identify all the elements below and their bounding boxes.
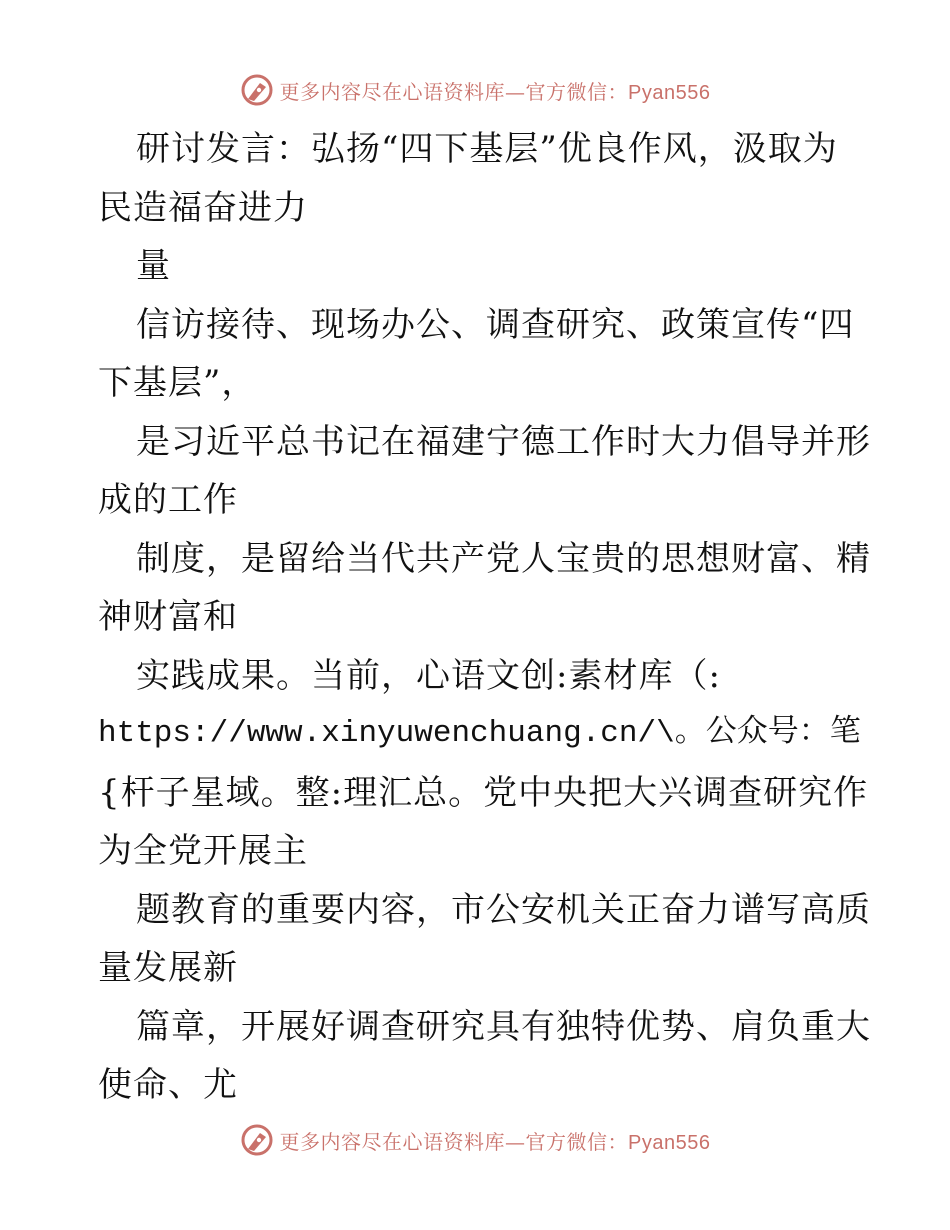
text-line: 实践成果。当前，心语文创:素材库（: [136, 655, 721, 696]
pen-nib-logo-icon [240, 1123, 274, 1157]
text-line: 下基层”， [98, 363, 257, 403]
text-line: 量 [136, 246, 171, 286]
watermark-footer [0, 1120, 950, 1160]
watermark-wechat-id: Pyan556 [628, 1131, 711, 1154]
text-line: 题教育的重要内容，市公安机关正奋力谱写高质 [136, 889, 871, 930]
text-line: {杆子星域。整:理汇总。党中央把大兴调查研究作 [98, 772, 869, 813]
text-line: 民造福奋进力 [98, 187, 308, 228]
text-line: 为全党开展主 [98, 831, 308, 871]
document-body [98, 120, 871, 1115]
watermark-text [280, 76, 711, 105]
text-line: 信访接待、现场办公、调查研究、政策宣传“四 [136, 304, 855, 345]
text-line: 成的工作 [98, 480, 238, 520]
text-line: 是习近平总书记在福建宁德工作时大力倡导并形 [136, 421, 871, 462]
text-line-url: https://www.xinyuwenchuang.cn/\。公众号：笔 [98, 716, 861, 751]
watermark-text [280, 1126, 711, 1155]
watermark-wechat-id: Pyan556 [628, 81, 711, 104]
pen-nib-logo-icon [240, 73, 274, 107]
text-line: 研讨发言：弘扬“四下基层”优良作风，汲取为 [136, 129, 838, 169]
text-line: 篇章，开展好调查研究具有独特优势、肩负重大 [136, 1006, 871, 1047]
watermark-header [0, 70, 950, 110]
watermark-text-cn: 更多内容尽在心语资料库—官方微信： [279, 79, 629, 104]
text-line: 神财富和 [98, 597, 238, 637]
text-line: 量发展新 [98, 948, 238, 988]
text-line: 制度，是留给当代共产党人宝贵的思想财富、精 [136, 538, 871, 579]
watermark-text-cn: 更多内容尽在心语资料库—官方微信： [279, 1129, 629, 1154]
text-line: 使命、尤 [98, 1065, 238, 1105]
